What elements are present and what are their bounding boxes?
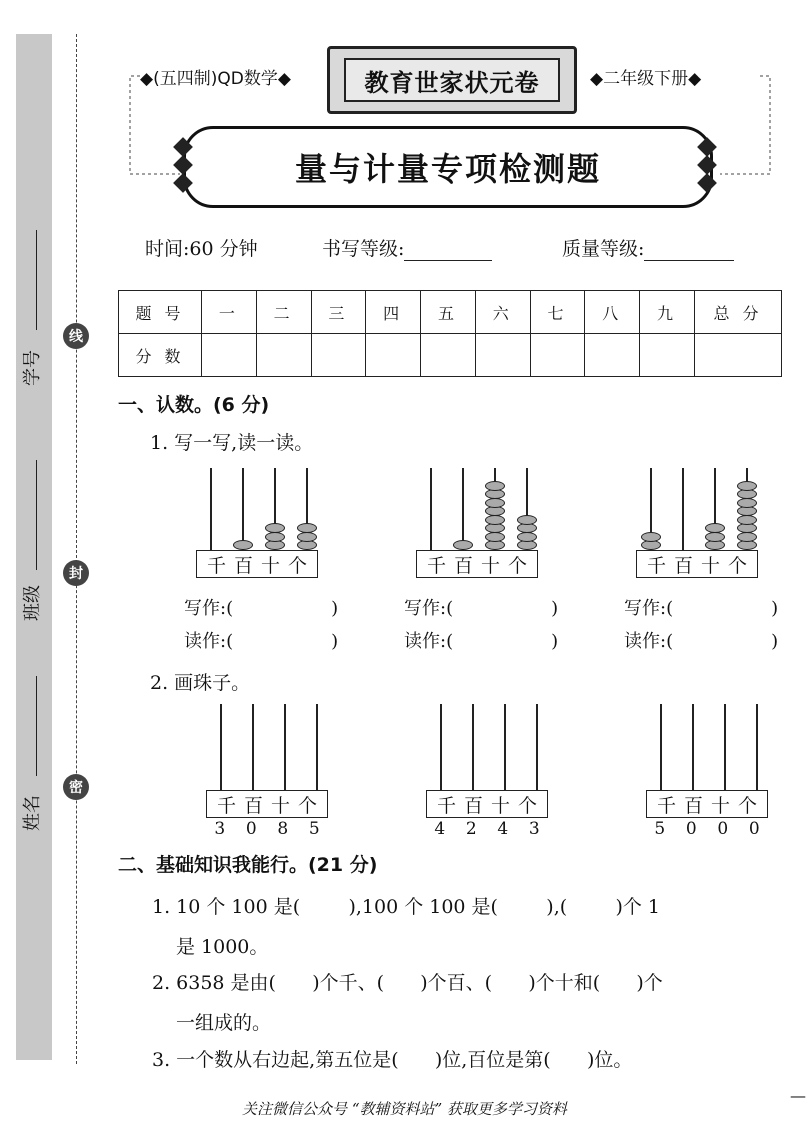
score-input-cell[interactable] [475,334,530,377]
section1-heading: 一、认数。(6 分) [118,394,270,416]
draw-abacus[interactable] [426,688,572,818]
abacus-bead [265,532,285,542]
place-label: 千 [646,554,666,577]
abacus-bead [265,523,285,533]
digit: 3 [214,819,226,839]
section2-q1-line2: 是 1000。 [176,936,269,958]
abacus-rod [724,704,726,790]
abacus-bead [485,523,505,533]
abacus-bead [641,532,661,542]
seal-secret: 密 [63,774,89,800]
target-number [644,819,770,839]
title-banner [183,126,713,208]
place-label: 千 [206,554,226,577]
table-cell: 九 [640,291,695,334]
draw-abacus[interactable] [646,688,792,818]
abacus-bead [737,540,757,550]
place-value-box [646,790,768,818]
binding-sidebar [16,34,52,1060]
page-number: — [790,1086,806,1105]
grade-tag-text: 二年级下册 [603,69,689,89]
place-label: 百 [243,794,263,817]
abacus-rod [252,704,254,790]
abacus-bead [517,532,537,542]
digit: 0 [685,819,697,839]
student-no-line [36,230,37,330]
read-answer[interactable] [404,627,558,653]
time-info: 时间:60 分钟 [145,238,258,260]
score-input-cell[interactable] [640,334,695,377]
place-label: 个 [507,554,527,577]
abacus-rod [284,704,286,790]
place-label: 个 [517,794,537,817]
abacus-bead [233,540,253,550]
table-cell: 三 [311,291,366,334]
write-answer[interactable] [624,594,778,620]
abacus-bead [737,523,757,533]
abacus-rod [536,704,538,790]
abacus-rod [462,468,464,550]
target-number [424,819,550,839]
section2-q3: 3. 一个数从右边起,第五位是( )位,百位是第( )位。 [152,1049,633,1071]
place-label: 百 [233,554,253,577]
writing-grade [322,234,492,261]
write-label: 写作:( [624,598,674,619]
bracket-close: ) [771,598,779,619]
abacus-bead [297,523,317,533]
table-cell: 六 [475,291,530,334]
footer-note: 关注微信公众号 “教辅资料站” 获取更多学习资料 [242,1100,567,1118]
place-label: 个 [727,554,747,577]
write-label: 写作:( [184,598,234,619]
quality-grade [562,234,734,261]
table-cell: 四 [366,291,421,334]
page-title: 量与计量专项检测题 [294,150,601,188]
abacus-rod [242,468,244,550]
place-value-box [426,790,548,818]
abacus-bead [737,481,757,491]
seal-seal: 封 [63,560,89,586]
place-label: 千 [656,794,676,817]
score-table [118,290,782,377]
writing-grade-label: 书写等级: [322,238,405,260]
digit: 2 [465,819,477,839]
section2-q1-line1: 1. 10 个 100 是( ),100 个 100 是( ),( )个 1 [152,896,661,918]
section2-heading: 二、基础知识我能行。(21 分) [118,854,378,876]
abacus-rod [692,704,694,790]
place-label: 十 [480,554,500,577]
read-label: 读作:( [624,631,674,652]
grade-tag: ◆二年级下册◆ [590,69,702,89]
abacus-rod [316,704,318,790]
brand-scroll [327,46,577,114]
write-answer[interactable] [184,594,338,620]
place-label: 十 [700,554,720,577]
abacus-bead [485,515,505,525]
digit: 8 [277,819,289,839]
subject-tag: ◆(五四制)QD数学◆ [140,69,291,89]
place-label: 个 [297,794,317,817]
read-label: 读作:( [184,631,234,652]
table-cell: 题 号 [119,291,202,334]
abacus-bead [485,540,505,550]
abacus-rod [210,468,212,550]
abacus-bead [485,506,505,516]
abacus-bead [737,489,757,499]
table-cell: 七 [530,291,585,334]
table-cell: 八 [585,291,640,334]
read-abacus [196,448,342,578]
place-label: 千 [426,554,446,577]
score-header-row [119,291,782,334]
abacus-bead [485,489,505,499]
abacus-bead [453,540,473,550]
table-cell: 总 分 [695,291,782,334]
table-cell: 一 [202,291,257,334]
quality-grade-blank[interactable] [644,242,734,261]
writing-grade-blank[interactable] [404,242,492,261]
abacus-bead [705,532,725,542]
name-label: 姓名 [22,795,43,831]
abacus-bead [297,540,317,550]
abacus-bead [737,515,757,525]
abacus-rod [472,704,474,790]
abacus-rod [682,468,684,550]
score-value-row [119,334,782,377]
class-label: 班级 [22,585,43,621]
digit: 0 [717,819,729,839]
place-label: 十 [490,794,510,817]
place-label: 百 [463,794,483,817]
quality-grade-label: 质量等级: [562,238,645,260]
draw-abacus[interactable] [206,688,352,818]
score-input-cell[interactable] [202,334,257,377]
abacus-bead [517,515,537,525]
cut-line [76,34,77,1064]
abacus-rod [430,468,432,550]
place-label: 个 [737,794,757,817]
place-label: 百 [683,794,703,817]
digit: 0 [245,819,257,839]
place-value-box [206,790,328,818]
place-label: 百 [673,554,693,577]
abacus-rod [660,704,662,790]
abacus-bead [485,498,505,508]
score-input-cell[interactable] [256,334,311,377]
bracket-close: ) [551,631,559,652]
place-label: 千 [436,794,456,817]
abacus-bead [737,498,757,508]
read-abacus [416,448,562,578]
class-line [36,460,37,570]
name-line [36,676,37,776]
place-value-box [636,550,758,578]
digit: 5 [308,819,320,839]
digit: 4 [497,819,509,839]
abacus-bead [485,481,505,491]
abacus-rod [756,704,758,790]
target-number [204,819,330,839]
place-label: 十 [260,554,280,577]
section1-q1: 1. 写一写,读一读。 [150,432,314,454]
abacus-bead [517,540,537,550]
digit: 5 [654,819,666,839]
student-no-label: 学号 [22,350,43,386]
abacus-bead [517,523,537,533]
abacus-bead [737,506,757,516]
abacus-rod [440,704,442,790]
place-label: 十 [270,794,290,817]
abacus-bead [265,540,285,550]
score-input-cell[interactable] [366,334,421,377]
place-value-box [416,550,538,578]
table-cell: 五 [421,291,476,334]
score-input-cell[interactable] [695,334,782,377]
abacus-bead [297,532,317,542]
score-input-cell[interactable] [585,334,640,377]
bracket-close: ) [331,598,339,619]
read-label: 读作:( [404,631,454,652]
place-label: 百 [453,554,473,577]
score-input-cell[interactable] [530,334,585,377]
read-answer[interactable] [624,627,778,653]
section2-q2-line2: 一组成的。 [176,1012,272,1034]
seal-line: 线 [63,323,89,349]
write-answer[interactable] [404,594,558,620]
score-input-cell[interactable] [421,334,476,377]
section1-q2: 2. 画珠子。 [150,672,251,694]
bracket-close: ) [551,598,559,619]
abacus-rod [504,704,506,790]
place-label: 十 [710,794,730,817]
abacus-bead [705,540,725,550]
abacus-bead [485,532,505,542]
section2-q2-line1: 2. 6358 是由( )个千、( )个百、( )个十和( )个 [152,972,663,994]
brand-text: 教育世家状元卷 [344,58,560,102]
abacus-bead [641,540,661,550]
read-answer[interactable] [184,627,338,653]
bracket-close: ) [331,631,339,652]
read-abacus [636,448,782,578]
digit: 0 [748,819,760,839]
score-input-cell[interactable] [311,334,366,377]
abacus-rod [220,704,222,790]
subject-tag-text: (五四制)QD数学 [153,69,278,89]
abacus-bead [737,532,757,542]
table-cell: 分 数 [119,334,202,377]
table-cell: 二 [256,291,311,334]
abacus-bead [705,523,725,533]
bracket-close: ) [771,631,779,652]
place-label: 千 [216,794,236,817]
digit: 4 [434,819,446,839]
write-label: 写作:( [404,598,454,619]
place-value-box [196,550,318,578]
place-label: 个 [287,554,307,577]
digit: 3 [528,819,540,839]
